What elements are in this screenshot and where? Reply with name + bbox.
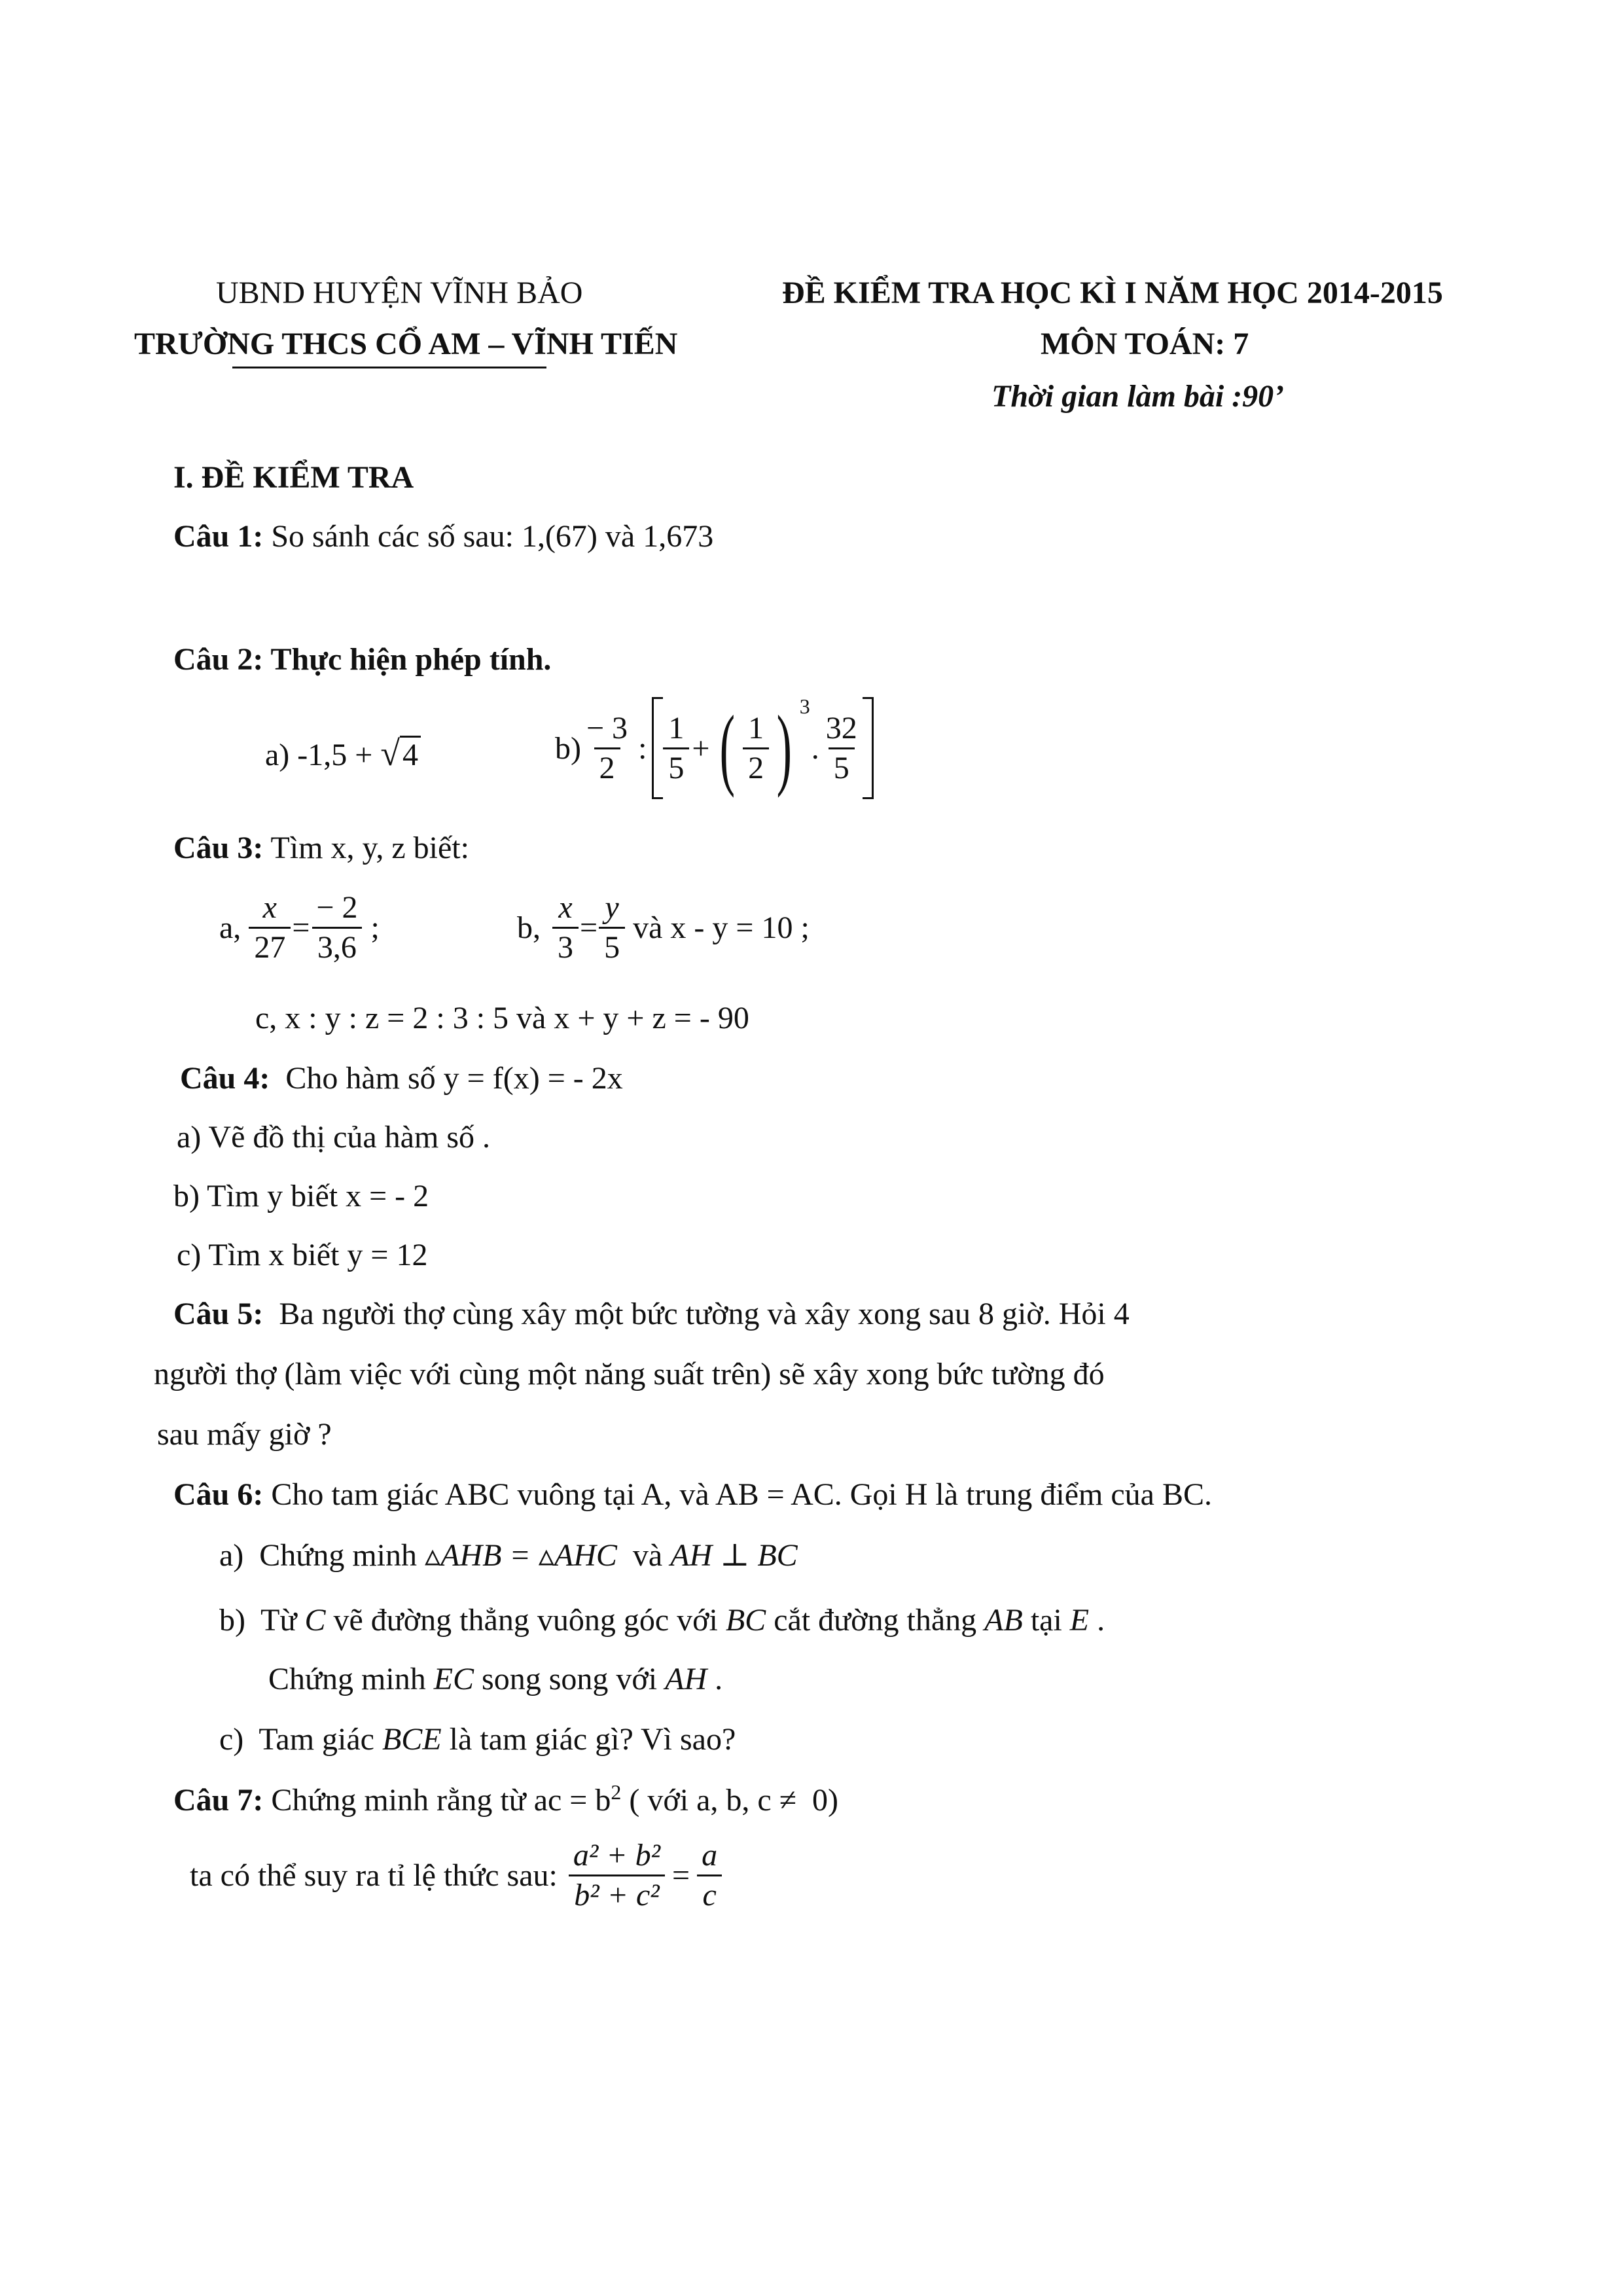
q2-part-b [555,694,874,799]
q2b-fraction-3 [743,711,769,786]
q6b2-m1: EC [433,1662,474,1696]
q7-f1-num: a² + b² [573,1838,661,1873]
q6a-mid: và [616,1538,671,1573]
q3a-fraction-2 [311,890,363,965]
q6b-m3: AB [984,1603,1023,1638]
q6b-p5: . [1089,1603,1105,1638]
q4-part-b: b) Tìm y biết x = - 2 [173,1179,429,1213]
q6-part-c [219,1721,736,1757]
q2b-fraction-1 [581,711,633,786]
q7-text-post: ( với a, b, c ≠ 0) [621,1783,839,1818]
q6b2-p2: song song với [474,1662,666,1696]
q7-equals: = [672,1857,690,1893]
question-6 [173,1477,1212,1513]
q3b-f1-den: 3 [552,927,579,965]
q6-part-b [219,1602,1105,1638]
q7-f1-den: b² + c² [569,1874,664,1913]
question-1 [173,518,713,554]
q2b-prefix: b) [555,730,581,766]
q6c-p1: c) Tam giác [219,1722,382,1757]
q2b-f2-den: 5 [663,747,689,786]
q6c-m1: BCE [382,1722,442,1757]
q3b-suffix: và x - y = 10 ; [625,910,810,945]
q2b-f4-den: 5 [829,747,855,786]
q2b-left-paren: ( [720,697,736,798]
q3b-equals: = [580,910,598,945]
section-title: I. ĐỀ KIỂM TRA [173,460,414,495]
q2-part-a [265,733,421,774]
q3a-f1-den: 27 [249,927,291,965]
q6b-m1: C [304,1603,326,1638]
q6c-p2: là tam giác gì? Vì sao? [441,1722,736,1757]
header-authority: UBND HUYỆN VĨNH BẢO [216,276,583,310]
q2b-fraction-4 [821,711,863,786]
q4-part-c: c) Tìm x biết y = 12 [177,1238,428,1272]
q2-label: Câu 2: Thực hiện phép tính. [173,642,552,677]
q3a-f2-num: − 2 [316,890,358,925]
q7-f2-num: a [702,1838,718,1873]
q2a-radicand: 4 [400,736,421,772]
q7-line2-prefix: ta có thể suy ra tỉ lệ thức sau: [190,1857,558,1893]
q3b-f2-num: y [605,890,619,925]
q2b-right-paren: ) [776,697,793,798]
q2b-f4-num: 32 [825,710,857,745]
q7-line-2 [190,1838,722,1913]
q4-text: Cho hàm số y = f(x) = - 2x [270,1061,623,1096]
q2b-f3-num: 1 [748,710,764,745]
question-4 [180,1060,623,1096]
header-subject: MÔN TOÁN: 7 [1041,327,1249,361]
q7-text-pre: Chứng minh rằng từ ac = b [263,1783,611,1818]
q2b-colon: : [638,730,647,766]
q2b-exponent: 3 [799,694,810,718]
q1-text: So sánh các số sau: 1,(67) và 1,673 [263,519,714,554]
q6b-p1: b) Từ [219,1603,305,1638]
q3a-equals: = [292,910,310,945]
header-school: TRƯỜNG THCS CỔ AM – VĨNH TIẾN [134,327,678,361]
q6b2-p3: . [707,1662,723,1696]
q6-part-a [219,1537,798,1573]
q6a-perpendicular: AH ⊥ BC [670,1538,798,1573]
q2b-f2-num: 1 [668,710,685,745]
q3-part-b [517,890,810,965]
q2b-right-bracket [863,697,874,799]
q3-text: Tìm x, y, z biết: [263,831,469,865]
q2b-left-bracket [652,697,663,799]
q2b-plus: + [692,730,710,766]
q3a-fraction-1 [249,890,291,965]
header-underline [232,367,546,368]
q5-line-2: người thợ (làm việc với cùng một năng suất trên) sẽ xây xong bức tường đó [154,1357,1105,1391]
q3a-f2-den: 3,6 [312,927,362,965]
q6a-congruence: ▵AHB = ▵AHC [425,1538,617,1573]
q3a-f1-num: x [262,890,277,925]
q3a-suffix: ; [363,910,380,945]
q3a-prefix: a, [219,910,241,945]
q4-part-a: a) Vẽ đồ thị của hàm số . [177,1120,490,1155]
q2b-f1-num: − 3 [586,710,628,745]
q6b-m4: E [1069,1603,1090,1638]
q7-f2-den: c [697,1874,721,1913]
header-exam-title: ĐỀ KIỂM TRA HỌC KÌ I NĂM HỌC 2014-2015 [782,276,1443,310]
q5-label: Câu 5: [173,1297,264,1331]
q6b2-p1: Chứng minh [268,1662,434,1696]
q3b-f1-num: x [558,890,573,925]
question-7 [173,1780,838,1818]
question-5 [173,1296,1130,1332]
q3b-fraction-1 [552,890,579,965]
q6b2-m2: AH [665,1662,707,1696]
q6b-p4: tại [1022,1603,1070,1638]
q3-part-a [219,890,380,965]
q6b-p2: vẽ đường thẳng vuông góc với [325,1603,726,1638]
q6-text: Cho tam giác ABC vuông tại A, và AB = AC. Gọi H là trung điểm của BC. [263,1477,1212,1512]
question-3 [173,830,469,866]
q7-fraction-1 [568,1838,666,1913]
q3b-prefix: b, [517,910,541,945]
q6-part-b-line2 [268,1661,722,1697]
q5-line-3: sau mấy giờ ? [157,1417,332,1452]
q7-text-sup: 2 [611,1780,622,1804]
q2b-fraction-2 [663,711,689,786]
q7-label: Câu 7: [173,1783,264,1818]
q2b-dot: . [811,730,819,766]
q2b-f3-den: 2 [743,747,769,786]
q2a-prefix: a) -1,5 + [265,738,381,772]
q1-label: Câu 1: [173,519,264,554]
q2b-f1-den: 2 [594,747,620,786]
q3-label: Câu 3: [173,831,264,865]
q3-part-c: c, x : y : z = 2 : 3 : 5 và x + y + z = - 90 [255,1001,749,1035]
sqrt-sign: √ [380,734,400,773]
q3b-fraction-2 [599,890,625,965]
q6a-prefix: a) Chứng minh [219,1538,425,1573]
header-time: Thời gian làm bài :90’ [991,379,1285,414]
q6-label: Câu 6: [173,1477,264,1512]
q3b-f2-den: 5 [599,927,625,965]
q7-fraction-2 [696,1838,722,1913]
q4-label: Câu 4: [180,1061,270,1096]
q5-line1: Ba người thợ cùng xây một bức tường và xây xong sau 8 giờ. Hỏi 4 [263,1297,1130,1331]
q6b-p3: cắt đường thẳng [766,1603,985,1638]
q6b-m2: BC [725,1603,766,1638]
